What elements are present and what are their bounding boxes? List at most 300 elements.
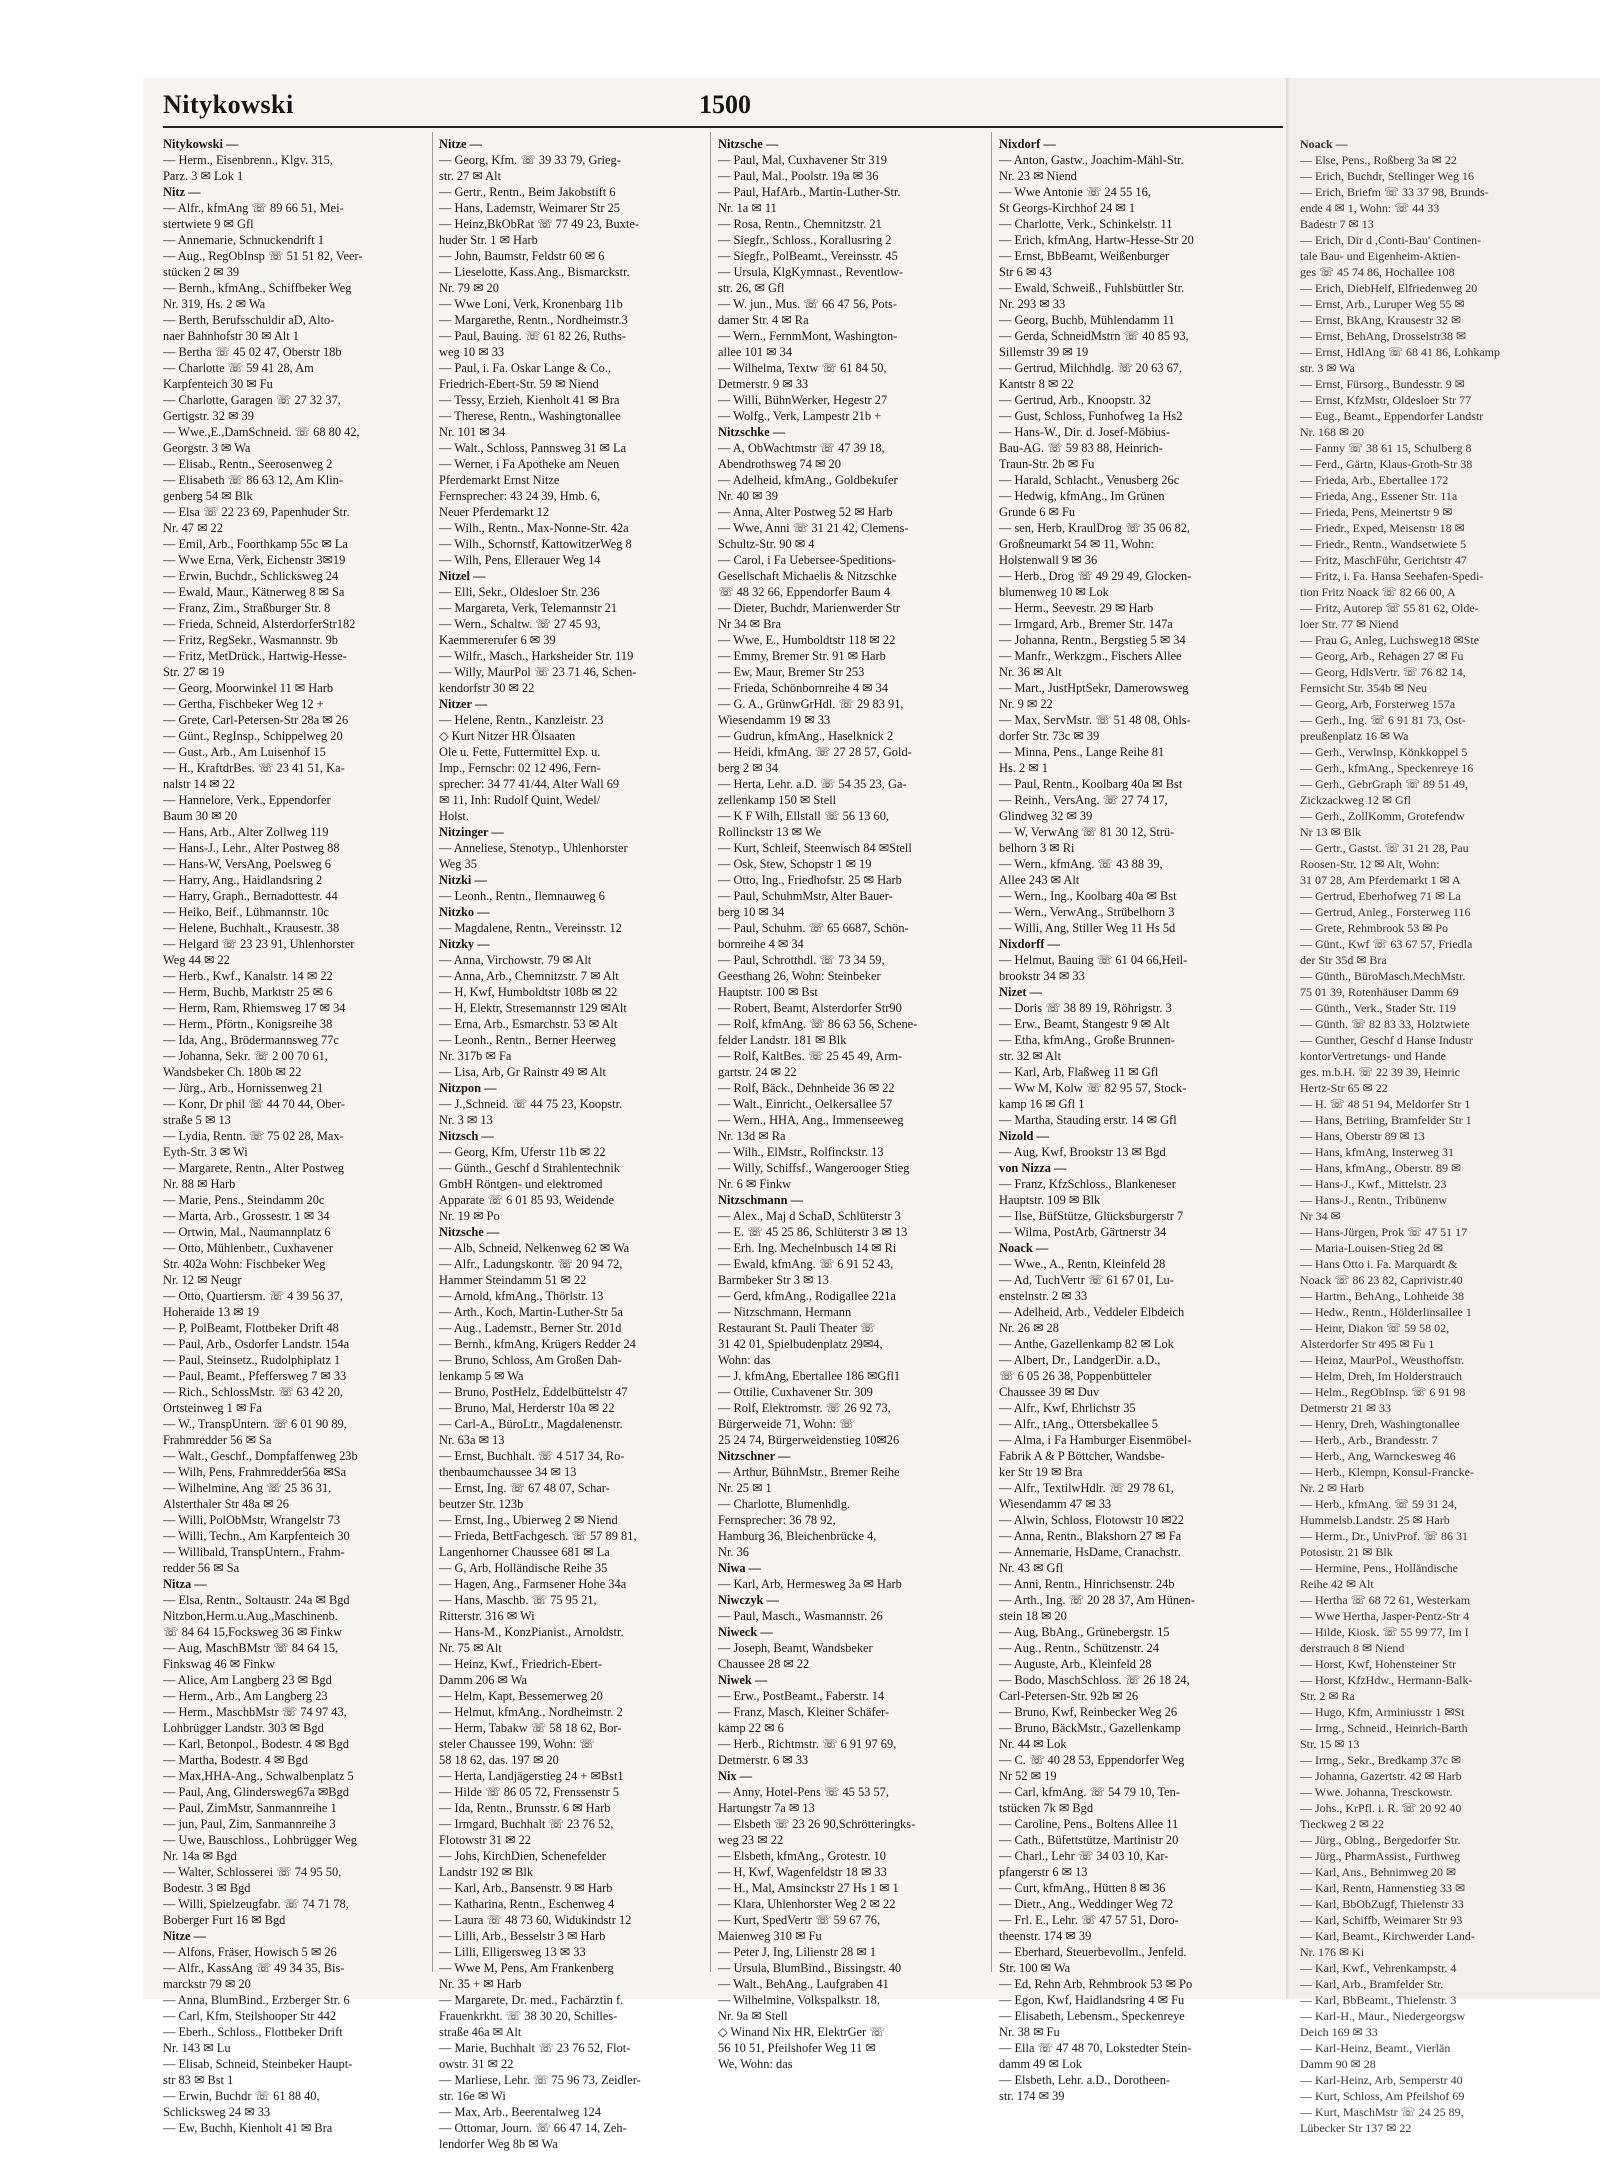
directory-entry-line: — Rosa, Rentn., Chemnitzstr. 21 <box>718 217 882 231</box>
directory-entry-line: kontorVertretungs- und Hande <box>1300 1049 1446 1063</box>
directory-entry-line: Eyth-Str. 3 ✉ Wi <box>163 1145 248 1159</box>
directory-entry-line: — Elsbeth, kfmAng., Grotestr. 10 <box>718 1849 886 1863</box>
directory-entry-line: Nitzschner — <box>718 1449 791 1463</box>
directory-entry-line: Baum 30 ✉ 20 <box>163 809 238 823</box>
directory-entry-line: Hoheraide 13 ✉ 19 <box>163 1305 260 1319</box>
directory-entry-line: Nr. 317b ✉ Fa <box>439 1049 512 1063</box>
directory-entry-line: — Irmg., Schneid., Heinrich-Barth <box>1300 1721 1468 1735</box>
directory-entry-line: — Karl, Schiffb, Weimarer Str 93 <box>1300 1913 1463 1927</box>
directory-entry-line: — Herm, Tabakw ☏ 58 18 62, Bor- <box>439 1721 622 1735</box>
directory-entry-line: Nitzinger — <box>439 825 504 839</box>
directory-entry-line: — Rolf, kfmAng. ☏ 86 63 56, Schene- <box>718 1017 918 1031</box>
directory-entry-line: Noack — <box>999 1241 1049 1255</box>
directory-entry-line: — Nitzschmann, Hermann <box>718 1305 852 1319</box>
directory-entry-line: — Harry, Graph., Bernadottestr. 44 <box>163 889 338 903</box>
directory-entry-line: steler Chaussee 199, Wohn: ☏ <box>439 1737 595 1751</box>
directory-entry-line: — Herm., Pförtn., Konigsreihe 38 <box>163 1017 333 1031</box>
directory-entry-line: — Charlotte, Garagen ☏ 27 32 37, <box>163 393 341 407</box>
directory-entry-line: — Gertrud, Milchhdlg. ☏ 20 63 67, <box>999 361 1183 375</box>
directory-entry-line: — Carl, kfmAng. ☏ 54 79 10, Ten- <box>999 1785 1180 1799</box>
directory-entry-line: — Ernst, BkAng, Krausestr 32 ✉ <box>1300 313 1462 327</box>
directory-entry-line: — Paul, HafArb., Martin-Luther-Str. <box>718 185 901 199</box>
page-number: 1500 <box>699 90 751 119</box>
directory-entry-line: — Elsbeth, Lehr. a.D., Dorotheen- <box>999 2073 1171 2087</box>
directory-entry-line: kamp 16 ✉ Gfl 1 <box>999 1097 1085 1111</box>
directory-entry-line: blumenweg 10 ✉ Lok <box>999 585 1109 599</box>
directory-entry-line: Chaussee 39 ✉ Duv <box>999 1385 1100 1399</box>
directory-entry-line: Rollinckstr 13 ✉ We <box>718 825 822 839</box>
directory-entry-line: — Ed, Rehn Arb, Rehmbrook 53 ✉ Po <box>999 1977 1193 1991</box>
directory-entry-line: — John, Baumstr, Feldstr 60 ✉ 6 <box>439 249 605 263</box>
directory-entry-line: ☏ 6 05 26 38, Poppenbütteler <box>999 1369 1152 1383</box>
directory-entry-line: — Günth., Verk., Stader Str. 119 <box>1300 1001 1456 1015</box>
directory-entry-line: sprecher: 34 77 41/44, Alter Wall 69 <box>439 777 620 791</box>
directory-column-1 <box>163 136 425 2135</box>
directory-entry-line: — Herb., Richtmstr. ☏ 6 91 97 69, <box>718 1737 897 1751</box>
directory-entry-line: Nixdorf — <box>999 137 1056 151</box>
directory-entry-line: Carl-Petersen-Str. 92b ✉ 26 <box>999 1689 1139 1703</box>
directory-entry-line: — Friedr., Rentn., Wandsetwiete 5 <box>1300 537 1467 551</box>
directory-entry-line: Nizold — <box>999 1129 1049 1143</box>
directory-entry-line: Nitzsche — <box>718 137 779 151</box>
directory-entry-line: — Wern., Ing., Koolbarg 40a ✉ Bst <box>999 889 1177 903</box>
directory-entry-line: Fernsprecher: 43 24 39, Hmb. 6, <box>439 489 601 503</box>
directory-entry-line: — Lilli, Elligersweg 13 ✉ 33 <box>439 1945 586 1959</box>
directory-entry-line: — Frieda, Schneid, AlsterdorferStr182 <box>163 617 356 631</box>
directory-entry-line: Allee 243 ✉ Alt <box>999 873 1080 887</box>
directory-entry-line: Nixdorff — <box>999 937 1060 951</box>
directory-entry-line: tale Bau- und Eigenheim-Aktien- <box>1300 249 1461 263</box>
directory-entry-line: zellenkamp 150 ✉ Stell <box>718 793 837 807</box>
directory-entry-line: — Alb, Schneid, Nelkenweg 62 ✉ Wa <box>439 1241 630 1255</box>
directory-entry-line: — Karl-H., Maur., Niedergeorgsw <box>1300 2009 1466 2023</box>
directory-entry-line: lendorfer Weg 8b ✉ Wa <box>439 2137 558 2151</box>
directory-entry-line: Wandsbeker Ch. 180b ✉ 22 <box>163 1065 302 1079</box>
directory-entry-line: — Rolf, Elektromstr. ☏ 26 92 73, <box>718 1401 891 1415</box>
directory-column-3 <box>718 136 984 2071</box>
directory-entry-line: Bau-AG. ☏ 59 83 88, Heinrich- <box>999 441 1163 455</box>
directory-entry-line: Nr. 12 ✉ Neugr <box>163 1273 242 1287</box>
directory-entry-line: — Aug, BbAng., Grünebergstr. 15 <box>999 1625 1170 1639</box>
directory-entry-line: — Alice, Am Langberg 23 ✉ Bgd <box>163 1673 332 1687</box>
directory-entry-line: — Rolf, Bäck., Dehnheide 36 ✉ 22 <box>718 1081 895 1095</box>
directory-entry-line: ☏ 84 64 15,Focksweg 36 ✉ Finkw <box>163 1625 343 1639</box>
directory-entry-line: Hauptstr. 109 ✉ Blk <box>999 1193 1101 1207</box>
directory-entry-line: — Joseph, Beamt, Wandsbeker <box>718 1641 873 1655</box>
directory-entry-line: — Ida, Rentn., Brunsstr. 6 ✉ Harb <box>439 1801 611 1815</box>
directory-entry-line: — Therese, Rentn., Washingtonallee <box>439 409 621 423</box>
directory-entry-line: — J. kfmAng, Ebertallee 186 ✉Gfl1 <box>718 1369 901 1383</box>
directory-entry-line: damer Str. 4 ✉ Ra <box>718 313 809 327</box>
directory-entry-line: Nitzpon — <box>439 1081 497 1095</box>
directory-entry-line: ☏ 48 32 66, Eppendorfer Baum 4 <box>718 585 891 599</box>
directory-entry-line: — Wilma, PostArb, Gärtnerstr 34 <box>999 1225 1167 1239</box>
directory-entry-line: — Otto, Mühlenbetr., Cuxhavener <box>163 1241 333 1255</box>
directory-entry-line: — Helm, Dreh, Im Holderstrauch <box>1300 1369 1462 1383</box>
directory-entry-line: — Hannelore, Verk., Eppendorfer <box>163 793 331 807</box>
directory-entry-line: — Harry, Ang., Haidlandsring 2 <box>163 873 323 887</box>
directory-entry-line: Langenhorner Chaussee 681 ✉ La <box>439 1545 610 1559</box>
directory-entry-line: — Hermine, Pens., Holländische <box>1300 1561 1458 1575</box>
directory-entry-line: — Anthe, Gazellenkamp 82 ✉ Lok <box>999 1337 1174 1351</box>
directory-entry-line: Karpfenteich 30 ✉ Fu <box>163 377 273 391</box>
directory-entry-line: — Marliese, Lehr. ☏ 75 96 73, Zeidler- <box>439 2073 641 2087</box>
directory-entry-line: — Walt., Geschf., Dompfaffenweg 23b <box>163 1449 358 1463</box>
directory-entry-line: stücken 2 ✉ 39 <box>163 265 240 279</box>
directory-entry-line: — Robert, Beamt, Alsterdorfer Str90 <box>718 1001 902 1015</box>
directory-entry-line: — Ew, Maur, Bremer Str 253 <box>718 665 865 679</box>
directory-entry-line: Hertz-Str 65 ✉ 22 <box>1300 1081 1388 1095</box>
directory-entry-line: — Charl., Lehr ☏ 34 03 10, Kar- <box>999 1849 1169 1863</box>
directory-entry-line: — Ernst, KfzMstr, Oldesloer Str 77 <box>1300 393 1472 407</box>
directory-entry-line: — Eug., Beamt., Eppendorfer Landstr <box>1300 409 1484 423</box>
directory-entry-line: Nr. 25 ✉ 1 <box>718 1481 772 1495</box>
directory-entry-line: — Alfr., TextilwHdlr. ☏ 29 78 61, <box>999 1481 1174 1495</box>
directory-entry-line: — Fritz, MetDrück., Hartwig-Hesse- <box>163 649 347 663</box>
directory-entry-line: — Willi, Ang, Stiller Weg 11 Hs 5d <box>999 921 1176 935</box>
page-header <box>163 86 1283 128</box>
directory-entry-line: Nr. 40 ✉ 39 <box>718 489 778 503</box>
directory-entry-line: Nizet — <box>999 985 1043 999</box>
directory-entry-line: Nr. 2 ✉ Harb <box>1300 1481 1365 1495</box>
directory-entry-line: Reihe 42 ✉ Alt <box>1300 1577 1374 1591</box>
directory-entry-line: Holstenwall 9 ✉ 36 <box>999 553 1098 567</box>
directory-entry-line: straße 5 ✉ 13 <box>163 1113 231 1127</box>
column-rule <box>710 132 711 1972</box>
directory-entry-line: — Paul, Steinsetz., Rudolphiplatz 1 <box>163 1353 341 1367</box>
directory-entry-line: kamp 22 ✉ 6 <box>718 1721 784 1735</box>
directory-entry-line: — H, Kwf, Humboldtstr 108b ✉ 22 <box>439 985 618 999</box>
directory-column-2 <box>439 136 703 2151</box>
directory-entry-line: — Hans, kfmAng, Insterweg 31 <box>1300 1145 1454 1159</box>
directory-entry-line: Nr. 9a ✉ Stell <box>718 2009 788 2023</box>
directory-entry-line: — Helm, Kapt, Bessemerweg 20 <box>439 1689 603 1703</box>
directory-entry-line: — Grete, Rehmbrook 53 ✉ Po <box>1300 921 1449 935</box>
directory-entry-line: 25 24 74, Bürgerweidenstieg 10✉26 <box>718 1433 900 1447</box>
directory-entry-line: — Etha, kfmAng., Große Brunnen- <box>999 1033 1175 1047</box>
directory-entry-line: — Gust., Arb., Am Luisenhof 15 <box>163 745 326 759</box>
directory-entry-line: — Ew, Buchh, Kienholt 41 ✉ Bra <box>163 2121 333 2135</box>
directory-entry-line: Niweck — <box>718 1625 773 1639</box>
directory-entry-line: Nr. 168 ✉ 20 <box>1300 425 1365 439</box>
directory-entry-line: — Irmg., Sekr., Bredkamp 37c ✉ <box>1300 1753 1462 1767</box>
directory-entry-line: — Marta, Arb., Grossestr. 1 ✉ 34 <box>163 1209 330 1223</box>
directory-entry-line: — sen, Herb, KraulDrog ☏ 35 06 82, <box>999 521 1190 535</box>
directory-entry-line: Frauenkrkht. ☏ 38 30 20, Schilles- <box>439 2009 618 2023</box>
directory-entry-line: — Curt, kfmAng., Hütten 8 ✉ 36 <box>999 1881 1166 1895</box>
directory-entry-line: — Tessy, Erzieh, Kienholt 41 ✉ Bra <box>439 393 620 407</box>
directory-entry-line: allee 101 ✉ 34 <box>718 345 793 359</box>
directory-entry-line: — Ortwin, Mal., Naumannplatz 6 <box>163 1225 331 1239</box>
directory-entry-line: Nr. 1a ✉ 11 <box>718 201 777 215</box>
directory-entry-line: — Helm., RegObInsp. ☏ 6 91 98 <box>1300 1385 1466 1399</box>
directory-entry-line: — Frau G, Anleg, Luchsweg18 ✉Ste <box>1300 633 1480 647</box>
directory-entry-line: tstücken 7k ✉ Bgd <box>999 1801 1094 1815</box>
directory-entry-line: — Willi, PolObMstr, Wrangelstr 73 <box>163 1513 341 1527</box>
directory-entry-line: der Str 35d ✉ Bra <box>1300 953 1387 967</box>
directory-entry-line: — Dietr., Ang., Weddinger Weg 72 <box>999 1897 1174 1911</box>
directory-entry-line: — Bruno, Schloss, Am Großen Dah- <box>439 1353 622 1367</box>
directory-entry-line: Str. 27 ✉ 19 <box>163 665 225 679</box>
directory-entry-line: Nitzky — <box>439 937 490 951</box>
directory-entry-line: — Margareta, Verk, Telemannstr 21 <box>439 601 618 615</box>
directory-entry-line: — Martha, Stauding erstr. 14 ✉ Gfl <box>999 1113 1177 1127</box>
directory-entry-line: Wiesendamm 47 ✉ 33 <box>999 1497 1112 1511</box>
directory-entry-line: Traun-Str. 2b ✉ Fu <box>999 457 1095 471</box>
directory-entry-line: ges. m.b.H. ☏ 22 39 39, Heinric <box>1300 1065 1460 1079</box>
directory-entry-line: — Hans-W, VersAng, Poelsweg 6 <box>163 857 331 871</box>
directory-entry-line: — Ottomar, Journ. ☏ 66 47 14, Zeh- <box>439 2121 627 2135</box>
directory-entry-line: — Elsbeth ☏ 23 26 90,Schrötteringks- <box>718 1817 916 1831</box>
directory-entry-line: — Herm., MaschbMstr ☏ 74 97 43, <box>163 1705 347 1719</box>
directory-entry-line: — Frieda, Ang., Essener Str. 11a <box>1300 489 1458 503</box>
directory-entry-line: — Katharina, Rentn., Eschenweg 4 <box>439 1897 615 1911</box>
directory-entry-line: — H., Mal, Amsinckstr 27 Hs 1 ✉ 1 <box>718 1881 899 1895</box>
directory-entry-line: — Herb., Drog ☏ 49 29 49, Glocken- <box>999 569 1192 583</box>
directory-entry-line: — Dieter, Buchdr, Marienwerder Str <box>718 601 901 615</box>
directory-entry-line: — Irmgard, Arb., Bremer Str. 147a <box>999 617 1173 631</box>
directory-entry-line: derstrauch 8 ✉ Niend <box>1300 1641 1405 1655</box>
directory-entry-line: — Erna, Arb., Esmarchstr. 53 ✉ Alt <box>439 1017 618 1031</box>
directory-entry-line: — Mart., JustHptSekr, Damerowsweg <box>999 681 1189 695</box>
directory-entry-line: Potosistr. 21 ✉ Blk <box>1300 1545 1393 1559</box>
directory-entry-line: — Wwe Antonie ☏ 24 55 16, <box>999 185 1151 199</box>
directory-entry-line: — Peter J, Ing, Lilienstr 28 ✉ 1 <box>718 1945 877 1959</box>
directory-entry-line: — Walt., Einricht., Oelkersallee 57 <box>718 1097 893 1111</box>
directory-entry-line: — Heinz, MaurPol., Weusthoffstr. <box>1300 1353 1465 1367</box>
directory-entry-line: — Jürg., Arb., Hornissenweg 21 <box>163 1081 324 1095</box>
directory-entry-line: — Ida, Ang., Brödermannsweg 77c <box>163 1033 339 1047</box>
directory-entry-line: — Aug., RegObInsp ☏ 51 51 82, Veer- <box>163 249 363 263</box>
directory-entry-line: — Wilh., Rentn., Max-Nonne-Str. 42a <box>439 521 629 535</box>
directory-entry-line: — Gertrud, Anleg., Forsterweg 116 <box>1300 905 1471 919</box>
directory-entry-line: — Karl, Arb., Bramfelder Str. <box>1300 1977 1444 1991</box>
directory-entry-line: — Ww M, Kolw ☏ 82 95 57, Stock- <box>999 1081 1187 1095</box>
directory-entry-line: thenbaumchaussee 34 ✉ 13 <box>439 1465 577 1479</box>
directory-entry-line: — Erwin, Buchdr ☏ 61 88 40, <box>163 2089 320 2103</box>
directory-entry-line: — Jürg., Oblng., Bergedorfer Str. <box>1300 1833 1461 1847</box>
directory-entry-line: Nr. 3 ✉ 13 <box>439 1113 493 1127</box>
directory-entry-line: genberg 54 ✉ Blk <box>163 489 253 503</box>
directory-entry-line: Nitz — <box>163 185 201 199</box>
directory-entry-line: — Charlotte, Verk., Schinkelstr. 11 <box>999 217 1173 231</box>
directory-entry-line: Nitzer — <box>439 697 488 711</box>
directory-entry-line: — Wern., Schaltw. ☏ 27 45 93, <box>439 617 601 631</box>
directory-entry-line: Nr. 38 ✉ Fu <box>999 2025 1060 2039</box>
directory-entry-line: — Hedw., Rentn., Hölderlinsallee 1 <box>1300 1305 1472 1319</box>
directory-entry-line: Georgstr. 3 ✉ Wa <box>163 441 251 455</box>
directory-entry-line: — Günth., BüroMasch.MechMstr. <box>1300 969 1466 983</box>
directory-entry-line: — Ernst, Ing., Ubierweg 2 ✉ Niend <box>439 1513 618 1527</box>
directory-entry-line: tion Fritz Noack ☏ 82 66 00, A <box>1300 585 1456 599</box>
directory-entry-line: — Auguste, Arb., Kleinfeld 28 <box>999 1657 1152 1671</box>
directory-entry-line: — Annemarie, HsDame, Cranachstr. <box>999 1545 1181 1559</box>
directory-entry-line: — Alwin, Schloss, Flotowstr 10 ✉22 <box>999 1513 1184 1527</box>
directory-entry-line: — Karl, BbObZugf, Thielenstr 33 <box>1300 1897 1464 1911</box>
directory-entry-line: — Willibald, TranspUntern., Frahm- <box>163 1545 345 1559</box>
directory-entry-line: — Helene, Rentn., Kanzleistr. 23 <box>439 713 604 727</box>
directory-entry-line: Apparate ☏ 6 01 85 93, Weidende <box>439 1193 614 1207</box>
directory-entry-line: str. 174 ✉ 39 <box>999 2089 1065 2103</box>
directory-entry-line: — Hans-Jürgen, Prok ☏ 47 51 17 <box>1300 1225 1468 1239</box>
directory-entry-line: — Gerh., Ing. ☏ 6 91 81 73, Ost- <box>1300 713 1466 727</box>
directory-entry-line: Kantstr 8 ✉ 22 <box>999 377 1074 391</box>
directory-entry-line: — Karl, Arb, Hermesweg 3a ✉ Harb <box>718 1577 902 1591</box>
directory-entry-line: — Gerda, SchneidMstrn ☏ 40 85 93, <box>999 329 1189 343</box>
directory-entry-line: Nr. 43 ✉ Gfl <box>999 1561 1064 1575</box>
directory-entry-line: — Frl. E., Lehr. ☏ 47 57 51, Doro- <box>999 1913 1179 1927</box>
directory-entry-line: — Hilde, Kiosk. ☏ 55 99 77, Im I <box>1300 1625 1469 1639</box>
directory-entry-line: — Wilh., Schornstf, KattowitzerWeg 8 <box>439 537 632 551</box>
directory-entry-line: — Wwe.,E.,DamSchneid. ☏ 68 80 42, <box>163 425 360 439</box>
directory-entry-line: weg 10 ✉ 33 <box>439 345 505 359</box>
directory-entry-line: Detmerstr 21 ✉ 33 <box>1300 1401 1392 1415</box>
directory-entry-line: St Georgs-Kirchhof 24 ✉ 1 <box>999 201 1136 215</box>
directory-entry-line: — Ewald, Maur., Kätnerweg 8 ✉ Sa <box>163 585 345 599</box>
directory-entry-line: — Johanna, Rentn., Bergstieg 5 ✉ 34 <box>999 633 1186 647</box>
directory-entry-line: Nitzsch — <box>439 1129 494 1143</box>
directory-entry-line: — Paul, Schuhm. ☏ 65 6687, Schön- <box>718 921 909 935</box>
directory-entry-line: — Arth., Koch, Martin-Luther-Str 5a <box>439 1305 623 1319</box>
directory-entry-line: Niwek — <box>718 1673 768 1687</box>
directory-entry-line: — Wwe, E., Humboldtstr 118 ✉ 22 <box>718 633 896 647</box>
directory-entry-line: Roosen-Str. 12 ✉ Alt, Wohn: <box>1300 857 1440 871</box>
directory-entry-line: — Herm., Dr., UnivProf. ☏ 86 31 <box>1300 1529 1468 1543</box>
directory-entry-line: — Georg, Arb., Rehagen 27 ✉ Fu <box>1300 649 1464 663</box>
directory-entry-line: — Marie, Pens., Steindamm 20c <box>163 1193 325 1207</box>
directory-entry-line: marckstr 79 ✉ 20 <box>163 1977 251 1991</box>
directory-entry-line: str. 16e ✉ Wi <box>439 2089 506 2103</box>
directory-entry-line: — Ernst, Ing. ☏ 67 48 07, Schar- <box>439 1481 610 1495</box>
directory-entry-line: — Erw., Beamt, Stangestr 9 ✉ Alt <box>999 1017 1170 1031</box>
directory-entry-line: — Alma, i Fa Hamburger Eisenmöbel- <box>999 1433 1192 1447</box>
directory-entry-line: — Walter, Schlosserei ☏ 74 95 50, <box>163 1865 342 1879</box>
directory-entry-line: — Heinz, Kwf., Friedrich-Ebert- <box>439 1657 603 1671</box>
directory-entry-line: Nitzko — <box>439 905 490 919</box>
directory-entry-line: — Paul, Mal., Poolstr. 19a ✉ 36 <box>718 169 879 183</box>
directory-entry-line: loer Str. 77 ✉ Niend <box>1300 617 1399 631</box>
directory-entry-line: — Wwe Loni, Verk, Kronenbarg 11b <box>439 297 623 311</box>
directory-entry-line: GmbH Röntgen- und elektromed <box>439 1177 603 1191</box>
directory-entry-line: belhorn 3 ✉ Ri <box>999 841 1075 855</box>
directory-entry-line: Detmerstr. 6 ✉ 33 <box>718 1753 809 1767</box>
directory-entry-line: Nr. 44 ✉ Lok <box>999 1737 1067 1751</box>
directory-entry-line: — Martha, Bodestr. 4 ✉ Bgd <box>163 1753 308 1767</box>
directory-entry-line: — Carl-A., BüroLtr., Magdalenenstr. <box>439 1417 623 1431</box>
directory-entry-line: Ritterstr. 316 ✉ Wi <box>439 1609 535 1623</box>
directory-entry-line: Hummelsb.Landstr. 25 ✉ Harb <box>1300 1513 1450 1527</box>
directory-entry-line: Großneumarkt 54 ✉ 11, Wohn: <box>999 537 1154 551</box>
directory-entry-line: — Harald, Schlacht., Venusberg 26c <box>999 473 1180 487</box>
directory-entry-line: — Hagen, Ang., Farmsener Hohe 34a <box>439 1577 627 1591</box>
directory-entry-line: — Alfr., KassAng ☏ 49 34 35, Bis- <box>163 1961 345 1975</box>
directory-entry-line: — Anni, Rentn., Hinrichsenstr. 24b <box>999 1577 1175 1591</box>
directory-entry-line: — Karl, BbBeamt., Thielenstr. 3 <box>1300 1993 1457 2007</box>
directory-entry-line: — Georg, Buchb, Mühlendamm 11 <box>999 313 1175 327</box>
directory-entry-line: — Werner, i Fa Apotheke am Neuen <box>439 457 620 471</box>
directory-entry-line: Nr 52 ✉ 19 <box>999 1769 1057 1783</box>
directory-entry-line: owstr. 31 ✉ 22 <box>439 2057 514 2071</box>
directory-entry-line: — Hertha ☏ 68 72 61, Westerkam <box>1300 1593 1471 1607</box>
directory-entry-line: — Günt., Kwf ☏ 63 67 57, Friedla <box>1300 937 1473 951</box>
directory-entry-line: str. 27 ✉ Alt <box>439 169 502 183</box>
directory-entry-line: — Anna, BlumBind., Erzberger Str. 6 <box>163 1993 350 2007</box>
directory-entry-line: — Ernst, HdlAng ☏ 68 41 86, Lohkamp <box>1300 345 1500 359</box>
directory-entry-line: — Erich, Briefm ☏ 33 37 98, Brunds- <box>1300 185 1489 199</box>
directory-entry-line: naer Bahnhofstr 30 ✉ Alt 1 <box>163 329 299 343</box>
running-head-name: Nitykowski <box>163 90 294 119</box>
directory-entry-line: — Laura ☏ 48 73 60, Widukindstr 12 <box>439 1913 632 1927</box>
directory-entry-line: — Adelheid, kfmAng., Goldbekufer <box>718 473 898 487</box>
directory-entry-line: beutzer Str. 123b <box>439 1497 524 1511</box>
directory-entry-line: — Carol, i Fa Uebersee-Speditions- <box>718 553 896 567</box>
directory-entry-line: — Kurt, SpedVertr ☏ 59 67 76, <box>718 1913 881 1927</box>
directory-entry-line: — C. ☏ 40 28 53, Eppendorfer Weg <box>999 1753 1185 1767</box>
directory-entry-line: — Marie, Buchhalt ☏ 23 76 52, Flot- <box>439 2041 631 2055</box>
directory-entry-line: — Grete, Carl-Petersen-Str 28a ✉ 26 <box>163 713 349 727</box>
directory-entry-line: — Elisab., Rentn., Seerosenweg 2 <box>163 457 333 471</box>
directory-entry-line: Nr 34 ✉ Bra <box>718 617 782 631</box>
directory-entry-line: — Maria-Louisen-Stieg 2d ✉ <box>1300 1241 1444 1255</box>
directory-entry-line: — Elsa, Rentn., Soltaustr. 24a ✉ Bgd <box>163 1593 350 1607</box>
directory-entry-line: — Ursula, KlgKymnast., Reventlow- <box>718 265 904 279</box>
directory-entry-line: — Heiko, Beif., Lühmannstr. 10c <box>163 905 329 919</box>
directory-entry-line: — E. ☏ 45 25 86, Schlüterstr 3 ✉ 13 <box>718 1225 908 1239</box>
directory-entry-line: Geesthang 26, Wohn: Steinbeker <box>718 969 881 983</box>
directory-entry-line: — Hans, Arb., Alter Zollweg 119 <box>163 825 329 839</box>
directory-entry-line: Nr. 36 ✉ Alt <box>999 665 1062 679</box>
directory-entry-line: — Osk, Stew, Schopstr 1 ✉ 19 <box>718 857 872 871</box>
directory-entry-line: Nr. 35 + ✉ Harb <box>439 1977 522 1991</box>
directory-entry-line: — Margarete, Dr. med., Fachärztin f. <box>439 1993 624 2007</box>
directory-entry-line: — Lisa, Arb, Gr Rainstr 49 ✉ Alt <box>439 1065 606 1079</box>
directory-entry-line: — Karl-Heinz, Arb, Semperstr 40 <box>1300 2073 1463 2087</box>
directory-entry-line: — Wolfg., Verk, Lampestr 21b + <box>718 409 882 423</box>
directory-entry-line: — Aug., Lademstr., Berner Str. 201d <box>439 1321 622 1335</box>
directory-entry-line: — Herb., Ang, Warnckesweg 46 <box>1300 1449 1456 1463</box>
directory-entry-line: — Lilli, Arb., Besselstr 3 ✉ Harb <box>439 1929 606 1943</box>
directory-entry-line: — Leonh., Rentn., Ilemnauweg 6 <box>439 889 605 903</box>
directory-entry-line: — Paul, ZimMstr, Sanmannreihe 1 <box>163 1801 337 1815</box>
directory-entry-line: — Bernh., kfmAng, Krügers Redder 24 <box>439 1337 636 1351</box>
directory-entry-line: — Paul, Mal, Cuxhavener Str 319 <box>718 153 887 167</box>
directory-entry-line: damm 49 ✉ Lok <box>999 2057 1082 2071</box>
directory-entry-line: — Hans, Betriing, Bramfelder Str 1 <box>1300 1113 1472 1127</box>
directory-entry-line: Fernsprecher: 36 78 92, <box>718 1513 836 1527</box>
directory-entry-line: — W., TranspUntern. ☏ 6 01 90 89, <box>163 1417 347 1431</box>
directory-entry-line: — Walt., Schloss, Pannsweg 31 ✉ La <box>439 441 627 455</box>
directory-entry-line: Nitzel — <box>439 569 486 583</box>
directory-entry-line: enstelnstr. 2 ✉ 33 <box>999 1289 1088 1303</box>
directory-entry-line: gartstr. 24 ✉ 22 <box>718 1065 797 1079</box>
directory-entry-line: — Gertha, Fischbeker Weg 12 + <box>163 697 324 711</box>
directory-entry-line: stertwiete 9 ✉ Gfl <box>163 217 254 231</box>
directory-entry-line: Restaurant St. Pauli Theater ☏ <box>718 1321 876 1335</box>
directory-entry-line: — Herm., Eisenbrenn., Klgv. 315, <box>163 153 333 167</box>
directory-entry-line: — W, VerwAng ☏ 81 30 12, Strü- <box>999 825 1175 839</box>
directory-entry-line: — Siegfr., PolBeamt., Vereinsstr. 45 <box>718 249 898 263</box>
directory-entry-line: — K F Wilh, Ellstall ☏ 56 13 60, <box>718 809 890 823</box>
directory-entry-line: — Ottilie, Cuxhavener Str. 309 <box>718 1385 873 1399</box>
directory-entry-line: — Hedwig, kfmAng., Im Grünen <box>999 489 1165 503</box>
directory-entry-line: — Herm., Arb., Am Langberg 23 <box>163 1689 328 1703</box>
directory-entry-line: — Wilh, Pens, Frahmredder56a ✉Sa <box>163 1465 347 1479</box>
directory-entry-line: — H. ☏ 48 51 94, Meldorfer Str 1 <box>1300 1097 1471 1111</box>
directory-entry-line: — Reinh., VersAng. ☏ 27 74 17, <box>999 793 1168 807</box>
directory-entry-line: von Nizza — <box>999 1161 1067 1175</box>
directory-entry-line: Schultz-Str. 90 ✉ 4 <box>718 537 815 551</box>
directory-entry-line: — Gust, Schloss, Funhofweg 1a Hs2 <box>999 409 1183 423</box>
